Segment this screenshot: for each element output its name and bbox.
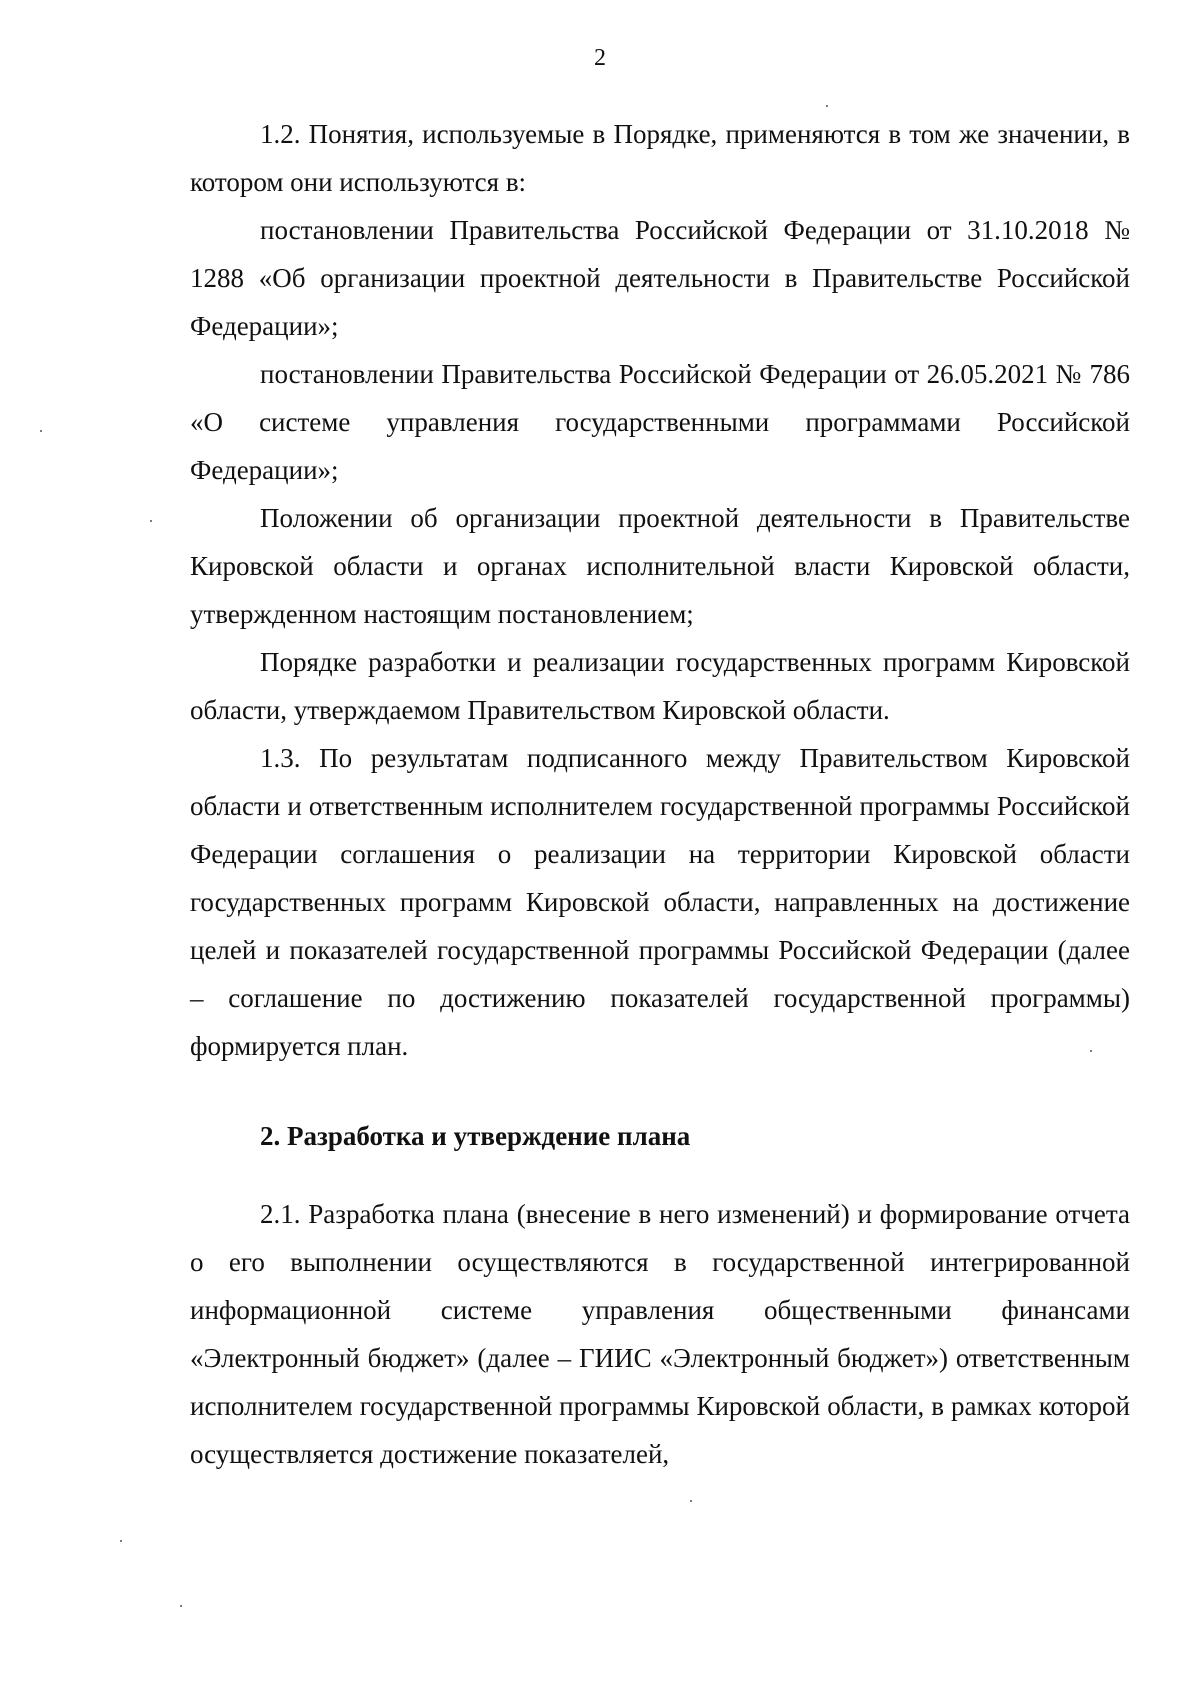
scan-speck	[826, 105, 828, 107]
paragraph-decree-1288: постановлении Правительства Российской Федерации от 31.10.2018 № 1288 «Об организации проектной деятельности в Правительстве Российской Федерации»;	[190, 215, 1130, 341]
scan-speck	[690, 1500, 692, 1502]
section-heading: 2. Разработка и утверждение плана	[260, 1121, 691, 1151]
scan-speck	[120, 1540, 122, 1542]
paragraph-program-procedure: Порядке разработки и реализации государственных программ Кировской области, утверждаемом Правительством Кировской области.	[190, 647, 1130, 725]
scan-speck	[40, 430, 42, 432]
paragraph-2-1: 2.1. Разработка плана (внесение в него изменений) и формирование отчета о его выполнении осуществляются в государственной интегрированной информационной системе управления общественными финансами «Электронный бюджет» (далее – ГИИС «Электронный бюджет») ответственным исполнителем государственной программы Кировской области, в рамках которой осуществляется достижение показателей,	[190, 1199, 1130, 1469]
paragraph-decree-786: постановлении Правительства Российской Федерации от 26.05.2021 № 786 «О системе управления государственными программами Российской Федерации»;	[190, 359, 1130, 485]
scan-speck	[1090, 1050, 1092, 1052]
paragraph-1-2: 1.2. Понятия, используемые в Порядке, применяются в том же значении, в котором они используются в:	[190, 119, 1130, 197]
paragraph-1-3: 1.3. По результатам подписанного между Правительством Кировской области и ответственным исполнителем государственной программы Российской Федерации соглашения о реализации на территории Кировской области государственных программ Кировской области, направленных на достижение целей и показателей государственной программы Российской Федерации (далее – соглашение по достижению показателей государственной программы) формируется план.	[190, 743, 1130, 1061]
scan-speck	[180, 1605, 182, 1607]
scan-speck	[150, 520, 152, 522]
document-body	[190, 110, 1130, 1478]
page-number: 2	[594, 45, 606, 71]
paragraph-project-regulation: Положении об организации проектной деятельности в Правительстве Кировской области и органах исполнительной власти Кировской области, утвержденном настоящим постановлением;	[190, 503, 1130, 629]
